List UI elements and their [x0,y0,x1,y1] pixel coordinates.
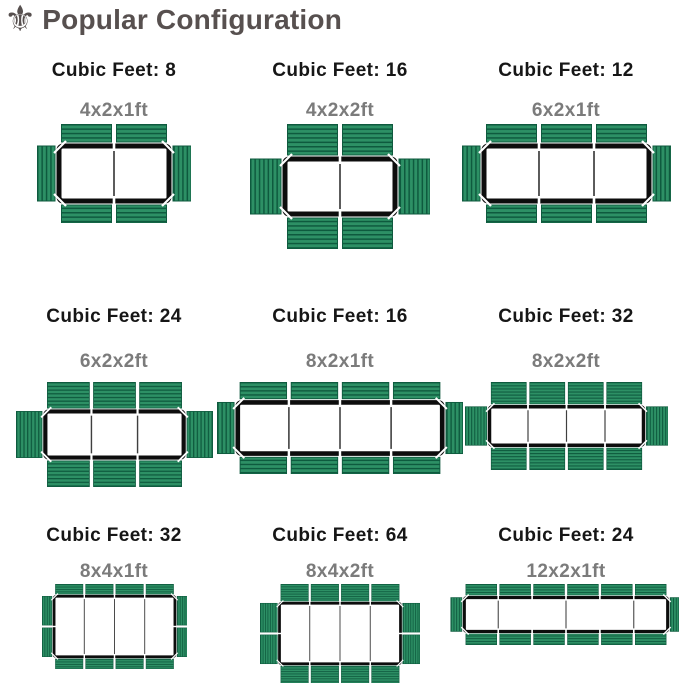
diagram-wrap [42,584,187,669]
configuration-diagram [450,584,679,645]
config-cell [1,512,227,685]
cubic-feet-label: Cubic Feet: 32 [46,525,182,546]
configurations-grid [0,40,679,685]
dimension-label: 8x2x2ft [531,351,601,372]
diagram-wrap [250,124,430,249]
dimension-label: 4x2x2ft [305,100,375,121]
configuration-diagram [250,124,430,249]
page-header [0,0,679,40]
page-title: Popular Configuration [42,4,343,35]
cubic-feet-label: Cubic Feet: 32 [498,306,634,327]
config-cell [227,290,453,512]
config-cell [227,40,453,290]
cubic-feet-label: Cubic Feet: 8 [51,60,177,81]
configuration-diagram [462,124,671,223]
dimension-label: 8x2x1ft [305,351,375,372]
diagram-wrap [260,584,420,683]
configuration-diagram [37,124,191,223]
dimension-label: 6x2x1ft [531,100,601,121]
config-cell [1,40,227,290]
configuration-diagram [260,584,420,683]
dimension-label: 8x4x1ft [79,561,149,582]
cubic-feet-label: Cubic Feet: 16 [272,306,408,327]
diagram-wrap [16,382,213,487]
diagram-wrap [462,124,671,223]
cubic-feet-label: Cubic Feet: 24 [46,306,182,327]
diagram-wrap [450,584,679,645]
config-cell [227,512,453,685]
dimension-label: 8x4x2ft [305,561,375,582]
configuration-diagram [16,382,213,487]
configuration-diagram [465,382,668,470]
fleur-de-lis-icon: ⚜ [4,0,37,40]
config-cell [453,512,679,685]
cubic-feet-label: Cubic Feet: 24 [498,525,634,546]
diagram-wrap [465,382,668,470]
cubic-feet-label: Cubic Feet: 12 [498,60,634,81]
cubic-feet-label: Cubic Feet: 16 [272,60,408,81]
dimension-label: 12x2x1ft [526,561,606,582]
diagram-wrap [37,124,191,223]
dimension-label: 6x2x2ft [79,351,149,372]
dimension-label: 4x2x1ft [79,100,149,121]
config-cell [453,290,679,512]
cubic-feet-label: Cubic Feet: 64 [272,525,408,546]
config-cell [453,40,679,290]
diagram-wrap [217,382,463,474]
configuration-diagram [42,584,187,669]
config-cell [1,290,227,512]
configuration-diagram [217,382,463,474]
